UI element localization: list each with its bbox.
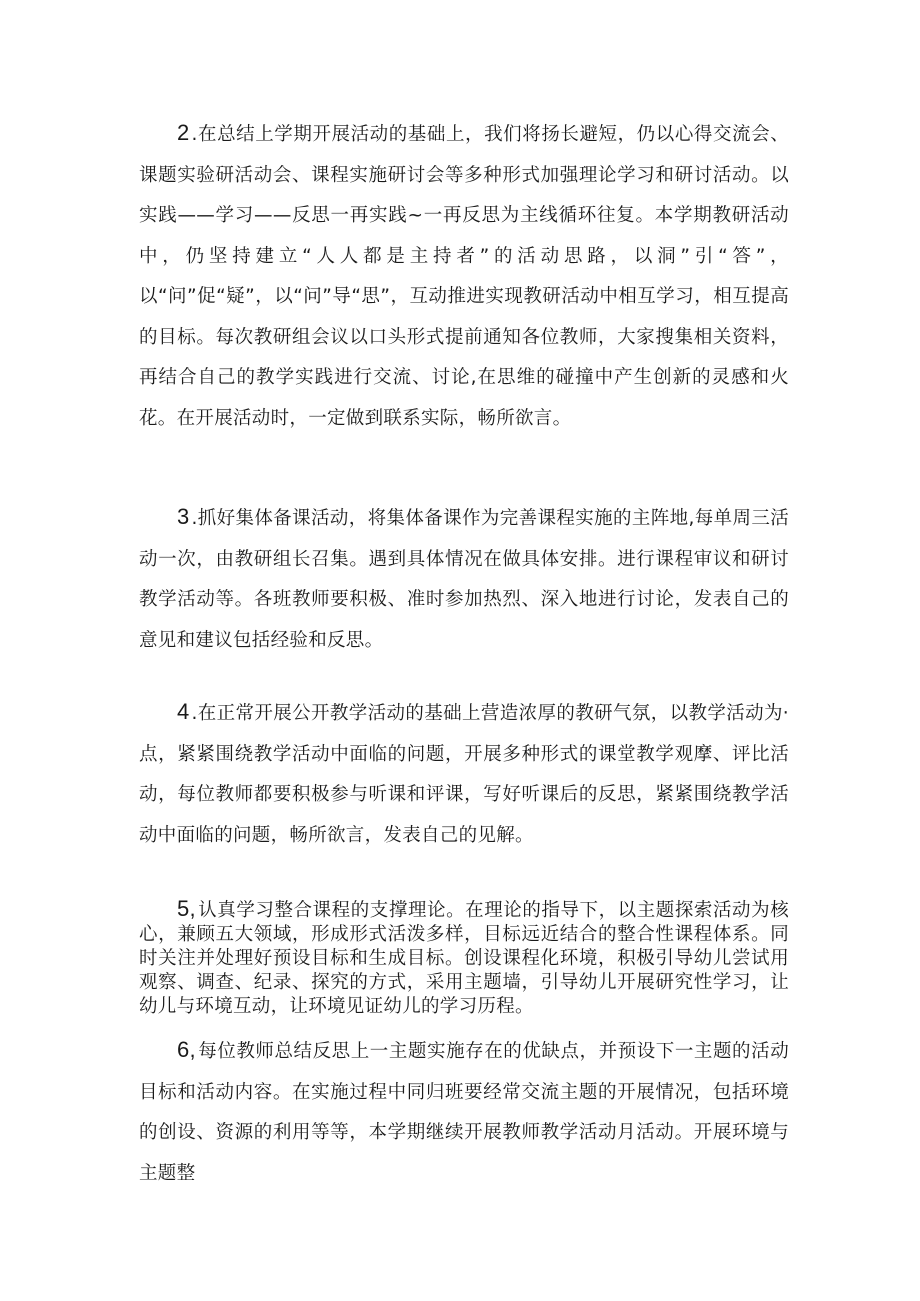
- item-number: 2: [177, 120, 190, 145]
- item-number: 3: [177, 504, 190, 529]
- paragraph-2: [139, 113, 789, 439]
- paragraph-3: [139, 497, 789, 661]
- paragraph-4: [139, 692, 789, 856]
- paragraph-text: .在正常开展公开教学活动的基础上营造浓厚的教研气氛，以教学活动为·点，紧紧围绕教学活动中面临的问题，开展多种形式的课堂教学观摩、评比活动，每位教师都要积极参与听课和评课，写好听课后的反思，紧紧围绕教学活动中面临的问题，畅所欲言，发表自己的见解。: [139, 703, 789, 846]
- item-number: 6,: [177, 1037, 196, 1062]
- item-number: 4: [177, 699, 190, 724]
- item-number: 5,: [177, 896, 196, 921]
- paragraph-text: 每位教师总结反思上一主题实施存在的优缺点，并预设下一主题的活动目标和活动内容。在实施过程中同归班要经常交流主题的开展情况，包括环境的创设、资源的利用等等，本学期继续开展教师教学活动月活动。开展环境与主题整: [139, 1041, 789, 1184]
- paragraph-text: .在总结上学期开展活动的基础上，我们将扬长避短，仍以心得交流会、课题实验研活动会、课程实施研讨会等多种形式加强理论学习和研讨活动。以实践——学习——反思一再实践~一再反思为主线循环往复。本学期教研活动中，仍坚持建立“人人都是主持者”的活动思路，以洞”引“答”，以“问”促“疑”，以“问”导“思”，互动推进实现教研活动中相互学习，相互提高的目标。每次教研组会议以口头形式提前通知各位教师，大家搜集相关资料，再结合自己的教学实践进行交流、讨论,在思维的碰撞中产生创新的灵感和火花。在开展活动时，一定做到联系实际，畅所欲言。: [139, 124, 789, 429]
- paragraph-text: .抓好集体备课活动，将集体备课作为完善课程实施的主阵地,每单周三活动一次，由教研组长召集。遇到具体情况在做具体安排。进行课程审议和研讨教学活动等。各班教师要积极、准时参加热烈、深入地进行讨论，发表自己的意见和建议包括经验和反思。: [139, 508, 789, 651]
- paragraph-text: 认真学习整合课程的支撑理论。在理论的指导下，以主题探索活动为核心，兼顾五大领域，形成形式活泼多样，目标远近结合的整合性课程体系。同时关注并处理好预设目标和生成目标。创设课程化环境，积极引导幼儿尝试用观察、调查、纪录、探究的方式，采用主题墙，引导幼儿开展研究性学习，让幼儿与环境互动，让环境见证幼儿的学习历程。: [139, 900, 789, 1017]
- paragraph-6: [139, 1030, 789, 1194]
- paragraph-5: [139, 897, 789, 1019]
